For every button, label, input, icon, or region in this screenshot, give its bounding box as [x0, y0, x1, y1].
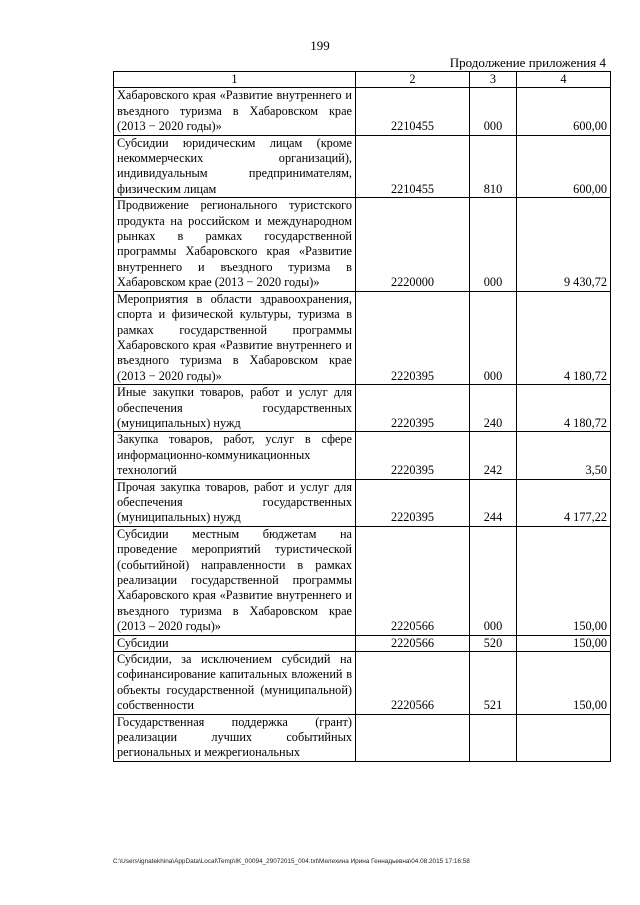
table-row: [114, 432, 611, 479]
row-type: 000: [470, 198, 517, 291]
row-type: 810: [470, 135, 517, 198]
row-code: 2220395: [356, 291, 470, 384]
page-number: 199: [310, 38, 330, 53]
row-sum: 4 177,22: [517, 479, 611, 526]
row-name: Субсидии юридическим лицам (кроме некоммерческих организаций), индивидуальным предпринимателям, физическим лицам: [114, 135, 356, 198]
row-type: 242: [470, 432, 517, 479]
row-code: [356, 714, 470, 761]
row-sum: 3,50: [517, 432, 611, 479]
row-sum: 600,00: [517, 135, 611, 198]
row-type: 000: [470, 88, 517, 135]
row-sum: 150,00: [517, 652, 611, 715]
row-code: 2220566: [356, 526, 470, 635]
row-name: Государственная поддержка (грант) реализации лучших событийных региональных и межрегиональных: [114, 714, 356, 761]
file-path-footer: C:\Users\ignatekhina\AppData\Local\Temp\IK_00094_29072015_004.txt\Мелехина Ирина Геннадьевна\04.08.2015 17:16:58: [113, 858, 470, 865]
row-name: Иные закупки товаров, работ и услуг для обеспечения государственных (муниципальных) нужд: [114, 385, 356, 432]
row-type: 520: [470, 635, 517, 651]
appendix-caption: Продолжение приложения 4: [449, 55, 606, 70]
column-header-type: 3: [470, 72, 517, 88]
row-name: Мероприятия в области здравоохранения, спорта и физической культуры, туризма в рамках государственной программы Хабаровского края «Развитие внутреннего и въездного туризма в Хабаровском крае (2013 − 2020 годы)»: [114, 291, 356, 384]
row-sum: 600,00: [517, 88, 611, 135]
table-row: [114, 652, 611, 715]
row-name: Субсидии: [114, 635, 356, 651]
row-name: Продвижение регионального туристского продукта на российском и международном рынках в рамках государственной программы Хабаровского края «Развитие внутреннего и въездного туризма в Хабаровском крае (2013 − 2020 годы)»: [114, 198, 356, 291]
row-code: 2220566: [356, 652, 470, 715]
row-code: 2220395: [356, 479, 470, 526]
row-code: 2220000: [356, 198, 470, 291]
row-name: Хабаровского края «Развитие внутреннего и въездного туризма в Хабаровском крае (2013 − 2020 годы)»: [114, 88, 356, 135]
row-name: Закупка товаров, работ, услуг в сфере информационно-коммуникационных технологий: [114, 432, 356, 479]
row-name: Субсидии, за исключением субсидий на софинансирование капитальных вложений в объекты государственной (муниципальной) собственности: [114, 652, 356, 715]
table-row: [114, 88, 611, 135]
table-row: [114, 714, 611, 761]
column-header-name: 1: [114, 72, 356, 88]
row-sum: 150,00: [517, 635, 611, 651]
row-type: 240: [470, 385, 517, 432]
row-type: 000: [470, 291, 517, 384]
row-sum: 9 430,72: [517, 198, 611, 291]
table-row: [114, 635, 611, 651]
row-sum: 4 180,72: [517, 291, 611, 384]
column-header-code: 2: [356, 72, 470, 88]
table-row: [114, 291, 611, 384]
row-code: 2220395: [356, 432, 470, 479]
row-type: 521: [470, 652, 517, 715]
table-row: [114, 479, 611, 526]
table-row: [114, 135, 611, 198]
row-type: 000: [470, 526, 517, 635]
row-code: 2210455: [356, 88, 470, 135]
row-sum: 150,00: [517, 526, 611, 635]
table-row: [114, 385, 611, 432]
table-header-row: [114, 72, 611, 88]
row-code: 2210455: [356, 135, 470, 198]
budget-table: [113, 71, 611, 762]
column-header-sum: 4: [517, 72, 611, 88]
row-code: 2220566: [356, 635, 470, 651]
row-type: [470, 714, 517, 761]
table-row: [114, 526, 611, 635]
row-type: 244: [470, 479, 517, 526]
row-name: Прочая закупка товаров, работ и услуг для обеспечения государственных (муниципальных) нужд: [114, 479, 356, 526]
row-name: Субсидии местным бюджетам на проведение мероприятий туристической (событийной) направленности в рамках реализации государственной программы Хабаровского края «Развитие внутреннего и въездного туризма в Хабаровском крае (2013 – 2020 годы)»: [114, 526, 356, 635]
row-code: 2220395: [356, 385, 470, 432]
row-sum: [517, 714, 611, 761]
table-row: [114, 198, 611, 291]
row-sum: 4 180,72: [517, 385, 611, 432]
